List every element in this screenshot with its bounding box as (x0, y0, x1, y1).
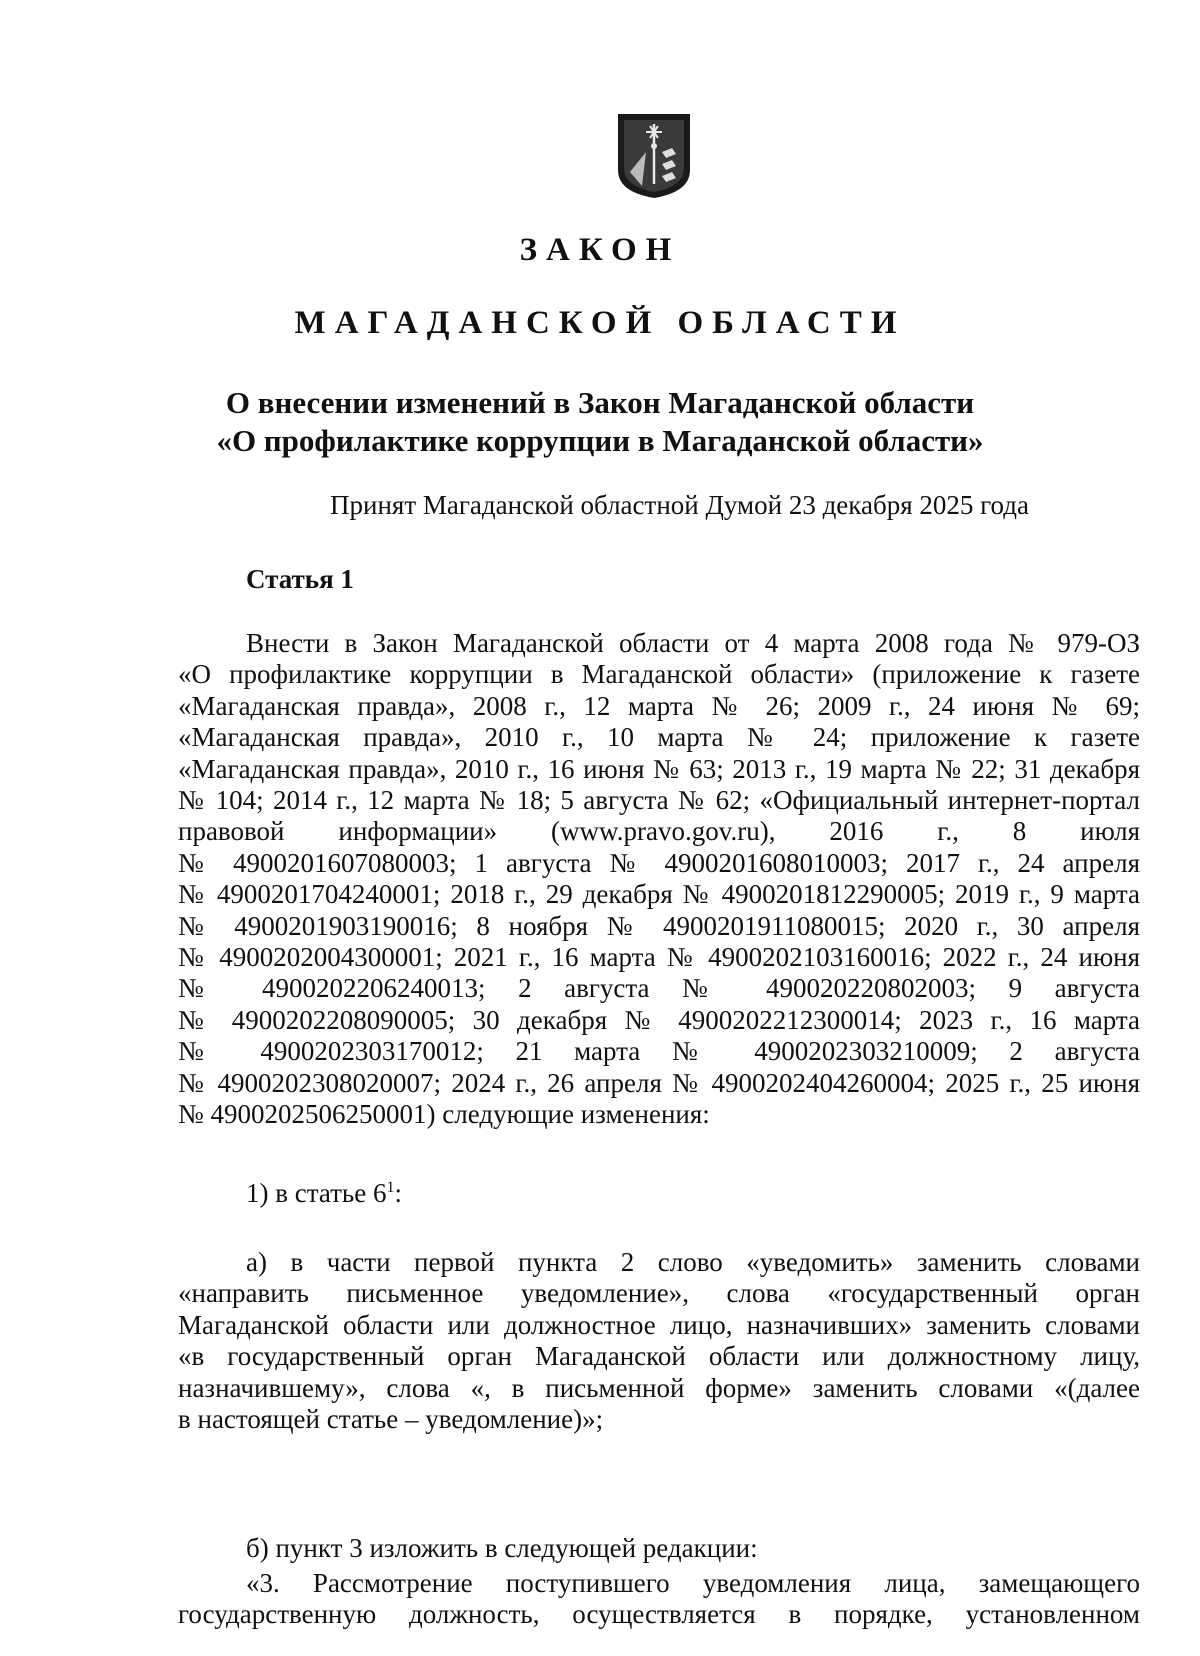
document-region: МАГАДАНСКОЙ ОБЛАСТИ (294, 305, 906, 341)
text-line: Магаданской области или должностное лицо, назначивших» заменить словами (178, 1309, 1140, 1340)
text-line: назначившему», слова «, в письменной форме» заменить словами «(далее (178, 1372, 1140, 1403)
text-line: «3. Рассмотрение поступившего уведомления лица, замещающего (246, 1568, 1140, 1598)
coat-of-arms-emblem (616, 112, 692, 200)
text-line: № 4900202506250001) следующие изменения: (178, 1099, 710, 1130)
item-1 (246, 1178, 402, 1209)
text-line: «в государственный орган Магаданской области или должностному лицу, (178, 1341, 1140, 1372)
text-line: № 4900201704240001; 2018 г., 29 декабря № 4900201812290005; 2019 г., 9 марта (178, 879, 1140, 910)
text-line: «Магаданская правда», 2010 г., 10 марта № 24; приложение к газете (178, 722, 1140, 753)
item-1-superscript: 1 (386, 1179, 395, 1196)
text-line: «О профилактике коррупции в Магаданской области» (приложение к газете (178, 659, 1140, 690)
text-line: «Магаданская правда», 2010 г., 16 июня № 63; 2013 г., 19 марта № 22; 31 декабря (178, 753, 1140, 784)
text-line: № 4900201903190016; 8 ноября № 4900201911080015; 2020 г., 30 апреля (178, 910, 1140, 941)
text-line: № 4900202303170012; 21 марта № 4900202303210009; 2 августа (178, 1036, 1140, 1067)
text-line: № 4900201607080003; 1 августа № 4900201608010003; 2017 г., 24 апреля (178, 847, 1140, 878)
item-b-text: б) пункт 3 изложить в следующей редакции: (246, 1533, 758, 1563)
text-line: правовой информации» (www.pravo.gov.ru), 2016 г., 8 июля (178, 816, 1140, 847)
item-1-colon: : (394, 1178, 402, 1208)
text-line: в настоящей статье – уведомление)»; (178, 1404, 604, 1435)
article-intro-paragraph (178, 628, 1140, 1131)
document-subtitle-line-1: О внесении изменений в Закон Магаданской области (225, 385, 975, 420)
text-line: а) в части первой пункта 2 слово «уведомить» заменить словами (246, 1247, 1140, 1277)
adoption-note: Принят Магаданской областной Думой 23 декабря 2025 года (330, 490, 1029, 520)
text-line: «направить письменное уведомление», слова «государственный орган (178, 1278, 1140, 1309)
article-heading: Статья 1 (246, 564, 354, 594)
text-line: № 4900202208090005; 30 декабря № 4900202212300014; 2023 г., 16 марта (178, 1004, 1140, 1035)
text-line: государственную должность, осуществляется в порядке, установленном (178, 1599, 1140, 1630)
document-title: ЗАКОН (519, 232, 681, 268)
text-line: «Магаданская правда», 2008 г., 12 марта № 26; 2009 г., 24 июня № 69; (178, 690, 1140, 721)
text-line: № 4900202308020007; 2024 г., 26 апреля № 4900202404260004; 2025 г., 25 июня (178, 1067, 1140, 1098)
document-subtitle-line-2: «О профилактике коррупции в Магаданской области» (216, 423, 984, 458)
text-line: Внести в Закон Магаданской области от 4 марта 2008 года № 979-ОЗ (246, 628, 1140, 658)
item-3-paragraph (178, 1568, 1140, 1631)
text-line: № 4900202004300001; 2021 г., 16 марта № 4900202103160016; 2022 г., 24 июня (178, 942, 1140, 973)
text-line: № 104; 2014 г., 12 марта № 18; 5 августа № 62; «Официальный интернет-портал (178, 785, 1140, 816)
item-1-text: 1) в статье 6 (246, 1178, 387, 1208)
item-a-paragraph (178, 1247, 1140, 1435)
text-line: № 4900202206240013; 2 августа № 490020220802003; 9 августа (178, 973, 1140, 1004)
